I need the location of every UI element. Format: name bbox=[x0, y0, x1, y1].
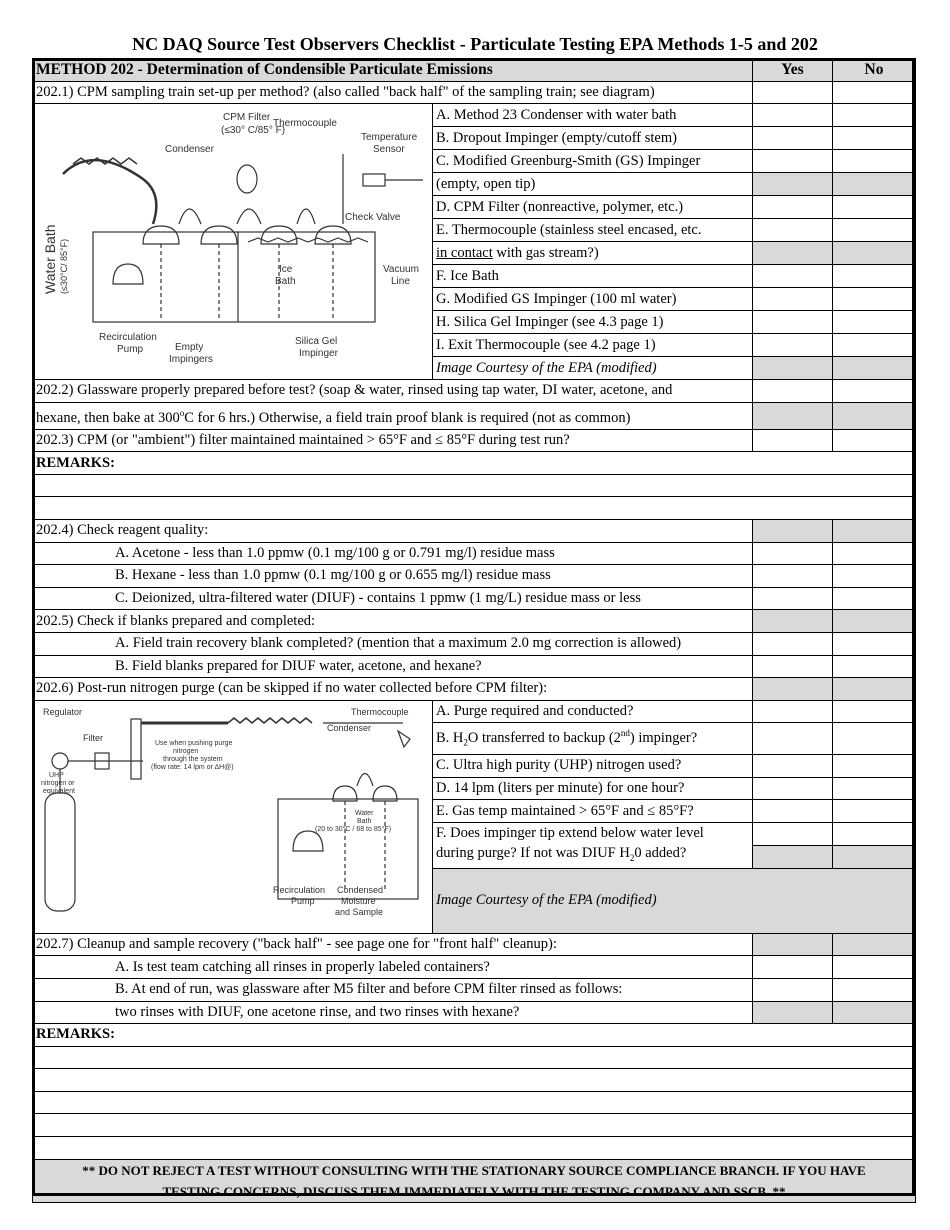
remarks-label: REMARKS: bbox=[33, 452, 916, 475]
svg-text:Water Bath: Water Bath bbox=[42, 224, 58, 295]
purge-item-b: B. $H_2O$ transferred to backup (2nd) impinger? bbox=[433, 723, 753, 755]
svg-text:Condensed: Condensed bbox=[337, 884, 384, 895]
question-202-2-line2: hexane, then bake at 300$^o$C for 6 hrs.) Otherwise, a field train proof blank is required (not as common) bbox=[33, 402, 753, 429]
svg-text:nitrogen: nitrogen bbox=[173, 747, 199, 755]
svg-text:(≤30° C/85° F): (≤30° C/85° F) bbox=[221, 125, 286, 137]
svg-text:Use when pushing purge: Use when pushing purge bbox=[155, 739, 233, 747]
blank-field-train: A. Field train recovery blank completed? (mention that a maximum 2.0 mg correction is allowed) bbox=[33, 632, 753, 655]
svg-text:CPM Filter: CPM Filter bbox=[223, 112, 271, 124]
svg-text:UHP: UHP bbox=[49, 771, 64, 779]
question-202-4: 202.4) Check reagent quality: bbox=[33, 519, 753, 542]
purge-item-a: A. Purge required and conducted? bbox=[433, 700, 753, 723]
svg-text:equivalent: equivalent bbox=[43, 787, 75, 795]
svg-text:Vacuum: Vacuum bbox=[383, 264, 419, 276]
question-202-2-line1: 202.2) Glassware properly prepared before test? (soap & water, rinsed using tap water, DI water, acetone, and bbox=[33, 380, 753, 403]
svg-text:Recirculation: Recirculation bbox=[273, 884, 326, 895]
svg-text:Pump: Pump bbox=[117, 344, 144, 356]
svg-text:nitrogen or: nitrogen or bbox=[41, 779, 75, 787]
train-item-i: I. Exit Thermocouple (see 4.2 page 1) bbox=[433, 334, 753, 357]
page-title: NC DAQ Source Test Observers Checklist - Particulate Testing EPA Methods 1-5 and 202 bbox=[132, 34, 818, 54]
svg-text:Empty: Empty bbox=[175, 342, 204, 354]
train-item-a: A. Method 23 Condenser with water bath bbox=[433, 104, 753, 127]
svg-text:(≤30°C/ 85°F): (≤30°C/ 85°F) bbox=[59, 239, 69, 295]
train-item-e: E. Thermocouple (stainless steel encased, etc. bbox=[433, 219, 753, 242]
svg-text:Thermocouple: Thermocouple bbox=[273, 118, 337, 130]
image-credit: Image Courtesy of the EPA (modified) bbox=[433, 868, 916, 933]
svg-text:Filter: Filter bbox=[83, 732, 103, 743]
question-202-3: 202.3) CPM (or "ambient") filter maintained maintained > 65°F and ≤ 85°F during test run? bbox=[33, 429, 753, 452]
image-credit: Image Courtesy of the EPA (modified) bbox=[433, 357, 753, 380]
svg-text:Moisture: Moisture bbox=[341, 895, 376, 906]
reagent-acetone: A. Acetone - less than 1.0 ppmw (0.1 mg/100 g or 0.791 mg/l) residue mass bbox=[33, 542, 753, 565]
cleanup-item-b-cont: two rinses with DIUF, one acetone rinse, and two rinses with hexane? bbox=[33, 1001, 753, 1024]
svg-text:Silica Gel: Silica Gel bbox=[295, 336, 338, 348]
in-contact-text: in contact bbox=[436, 244, 493, 261]
cleanup-item-b: B. At end of run, was glassware after M5 filter and before CPM filter rinsed as follows: bbox=[33, 978, 753, 1001]
train-item-c-cont: (empty, open tip) bbox=[433, 173, 753, 196]
svg-text:Water: Water bbox=[355, 809, 374, 817]
train-item-g: G. Modified GS Impinger (100 ml water) bbox=[433, 288, 753, 311]
svg-text:Recirculation: Recirculation bbox=[99, 332, 157, 344]
svg-text:(flow rate: 14 lpm or ∆H@): (flow rate: 14 lpm or ∆H@) bbox=[151, 763, 234, 771]
question-202-7: 202.7) Cleanup and sample recovery ("back half" - see page one for "front half" cleanup): bbox=[33, 933, 753, 956]
svg-text:Impinger: Impinger bbox=[299, 348, 338, 360]
purge-item-f: F. Does impinger tip extend below water level during purge? If not was DIUF $H_20$ added? bbox=[433, 822, 753, 868]
purge-item-c: C. Ultra high purity (UHP) nitrogen used? bbox=[433, 755, 753, 778]
svg-text:Sensor: Sensor bbox=[373, 144, 405, 156]
blank-field-reagents: B. Field blanks prepared for DIUF water, acetone, and hexane? bbox=[33, 655, 753, 678]
svg-text:Impingers: Impingers bbox=[169, 354, 213, 366]
outer-border bbox=[32, 58, 915, 1196]
method-title: METHOD 202 - Determination of Condensible Particulate Emissions bbox=[33, 59, 753, 82]
svg-text:through the system: through the system bbox=[163, 755, 223, 763]
purge-item-e: E. Gas temp maintained > 65°F and ≤ 85°F? bbox=[433, 800, 753, 823]
svg-text:Line: Line bbox=[391, 276, 410, 288]
train-item-b: B. Dropout Impinger (empty/cutoff stem) bbox=[433, 127, 753, 150]
no-header: No bbox=[833, 59, 916, 82]
train-item-c: C. Modified Greenburg-Smith (GS) Impinger bbox=[433, 150, 753, 173]
question-202-5: 202.5) Check if blanks prepared and completed: bbox=[33, 610, 753, 633]
svg-text:Ice: Ice bbox=[279, 264, 293, 276]
svg-text:Thermocouple: Thermocouple bbox=[351, 706, 409, 717]
svg-text:Condenser: Condenser bbox=[165, 144, 214, 156]
purge-item-d: D. 14 lpm (liters per minute) for one hour? bbox=[433, 777, 753, 800]
svg-text:Bath: Bath bbox=[357, 817, 372, 825]
yes-header: Yes bbox=[753, 59, 833, 82]
footer-warning: ** DO NOT REJECT A TEST WITHOUT CONSULTING WITH THE STATIONARY SOURCE COMPLIANCE BRANCH. IF YOU HAVE TESTING CONCERNS, DISCUSS THEM IMMEDIATELY WITH THE TESTING COMPANY AND SSCB. ** bbox=[33, 1159, 916, 1202]
train-item-d: D. CPM Filter (nonreactive, polymer, etc.) bbox=[433, 196, 753, 219]
svg-text:Pump: Pump bbox=[291, 895, 315, 906]
svg-text:Temperature: Temperature bbox=[361, 132, 418, 144]
reagent-hexane: B. Hexane - less than 1.0 ppmw (0.1 mg/100 g or 0.655 mg/l) residue mass bbox=[33, 565, 753, 588]
svg-text:Check Valve: Check Valve bbox=[345, 212, 401, 224]
remarks-label: REMARKS: bbox=[33, 1024, 916, 1047]
question-202-1: 202.1) CPM sampling train set-up per method? (also called "back half" of the sampling train; see diagram) bbox=[33, 81, 753, 104]
train-item-e-cont: in contact with gas stream?) bbox=[433, 242, 753, 265]
train-item-f: F. Ice Bath bbox=[433, 265, 753, 288]
svg-text:and Sample: and Sample bbox=[335, 906, 384, 917]
question-202-6: 202.6) Post-run nitrogen purge (can be skipped if no water collected before CPM filter): bbox=[33, 678, 753, 701]
train-item-h: H. Silica Gel Impinger (see 4.3 page 1) bbox=[433, 311, 753, 334]
reagent-diuf: C. Deionized, ultra-filtered water (DIUF) - contains 1 ppmw (1 mg/L) residue mass or less bbox=[33, 587, 753, 610]
svg-text:(20 to 30°C / 68 to 85°F): (20 to 30°C / 68 to 85°F) bbox=[315, 825, 392, 833]
svg-text:Condenser: Condenser bbox=[327, 722, 372, 733]
svg-text:Regulator: Regulator bbox=[43, 706, 83, 717]
svg-text:Bath: Bath bbox=[275, 276, 296, 288]
cleanup-item-a: A. Is test team catching all rinses in properly labeled containers? bbox=[33, 956, 753, 979]
